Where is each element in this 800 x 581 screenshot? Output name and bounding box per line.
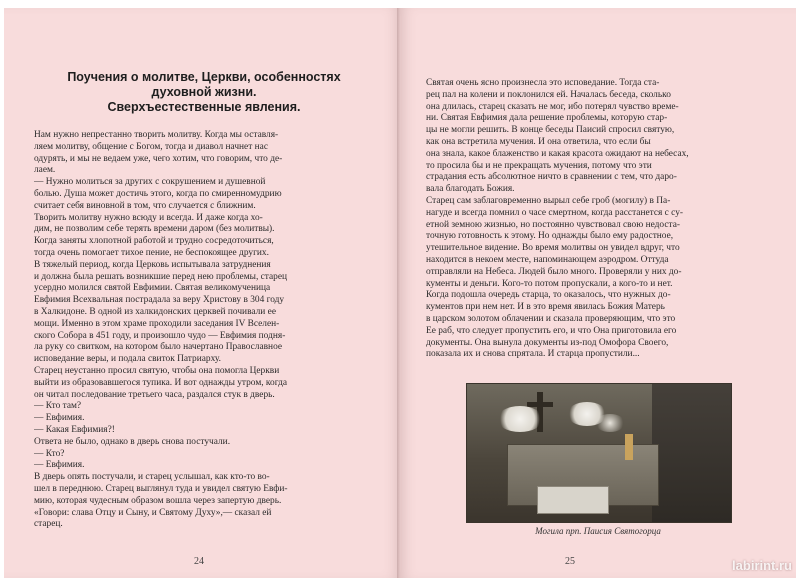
text-line: тогда очень помогает тихое пение, не беспокоящее других.	[34, 247, 269, 258]
text-line: ла руку со свитком, на котором было начертано Православное	[34, 342, 283, 353]
text-line: выйти из образовавшегося тупика. И вот однажды утром, когда	[34, 377, 288, 388]
title-line: Поучения о молитве, Церкви, особенностях	[67, 70, 341, 84]
photo-shadow-area	[652, 384, 732, 522]
grave-plaque	[537, 486, 609, 514]
text-line: в Халкидоне. В одной из халкидонских церквей почивали ее	[34, 306, 276, 317]
text-line: Ее раб, что следует пропустить его, и что Она приготовила его	[426, 325, 677, 336]
text-line: утешительное видение. Во время молитвы он увидел вдруг, что	[426, 243, 680, 254]
text-line: — Нужно молиться за других с сокрушением и душевной	[34, 177, 266, 188]
text-line: показала их и снова спрятала. И старца пропустили...	[426, 349, 640, 360]
text-line: — Евфимия.	[34, 460, 85, 471]
text-line: и должна была решать возникшие перед нею проблемы, старец	[34, 271, 288, 282]
flowers	[497, 406, 543, 432]
text-line: точную готовность к этому. Но однажды было ему радостное,	[426, 231, 674, 242]
text-line: кументов при нем нет. И в это время явилась Божия Матерь	[426, 302, 665, 313]
text-line: Творить молитву нужно всюду и всегда. И даже когда хо-	[34, 212, 263, 223]
candle	[625, 434, 633, 460]
text-line: он читал последование третьего часа, раздался стук в дверь.	[34, 389, 275, 400]
text-line: документы. Она вынула документы из-под Омофора Своего,	[426, 337, 669, 348]
text-line: старец.	[34, 519, 63, 530]
text-line: нагуде и всегда помнил о часе смертном, когда расстанется с су-	[426, 207, 683, 218]
text-line: ляем молитву, общение с Богом, тогда и диавол начнет нас	[34, 141, 268, 152]
text-line: В дверь опять постучали, и старец услышал, как кто-то во-	[34, 472, 270, 483]
page-number-right: 25	[565, 556, 575, 567]
chapter-title	[34, 70, 374, 115]
right-page-text	[426, 78, 774, 361]
text-line: то просила бы и не прекращать мучения, потому что эти	[426, 160, 652, 171]
text-line: «Говори: слава Отцу и Сыну, и Святому Духу»,— сказал ей	[34, 507, 272, 518]
left-page-text	[34, 130, 374, 531]
text-line: одурять, и мы не ведаем уже, чего хотим, что говорим, что де-	[34, 153, 283, 164]
right-page	[400, 8, 796, 578]
text-line: как она встретила мучения. И она ответила, что если бы	[426, 136, 651, 147]
text-line: рец пал на колени и поклонился ей. Началась беседа, сколько	[426, 89, 671, 100]
title-line: духовной жизни.	[151, 85, 257, 99]
text-line: она длилась, старец сказать не мог, ибо потерял чувство време-	[426, 101, 679, 112]
text-line: дим, не позволим себе терять времени даром (без молитвы).	[34, 224, 275, 235]
text-line: Когда подошла очередь старца, то оказалось, что нужных до-	[426, 290, 671, 301]
text-line: усердно молился святой Евфимии. Святая великомученица	[34, 283, 271, 294]
text-line: — Кто там?	[34, 401, 82, 412]
text-line: болью. Душа может достичь этого, когда по смиренномудрию	[34, 188, 282, 199]
text-line: отправляли на Небеса. Людей было много. Проверяли у них до-	[426, 266, 682, 277]
text-line: цы не могли решить. В конце беседы Паисий спросил святую,	[426, 125, 675, 136]
text-line: — Кто?	[34, 448, 65, 459]
text-line: ни. Святая Евфимия дала решение проблемы, которую стар-	[426, 113, 668, 124]
photo-caption: Могила прп. Паисия Святогорца	[535, 526, 661, 536]
text-line: — Евфимия.	[34, 413, 85, 424]
text-line: Евфимия Всехвальная пострадала за веру Христову в 304 году	[34, 295, 285, 306]
text-line: вала благодать Божия.	[426, 184, 515, 195]
text-line: мию, которая чудесным образом вошла через запертую дверь.	[34, 495, 282, 506]
text-line: в царском золотом облачении и сказала проверяющим, что это	[426, 313, 676, 324]
text-line: В тяжелый период, когда Церковь испытывала затруднения	[34, 259, 271, 270]
flowers	[595, 414, 625, 432]
text-line: лаем.	[34, 165, 56, 176]
text-line: Ответа не было, однако в дверь снова постучали.	[34, 436, 231, 447]
text-line: считает себя виновной в том, что случается с ближним.	[34, 200, 256, 211]
text-line: мощи. Именно в этом храме проходили заседания IV Вселен-	[34, 318, 280, 329]
title-line: Сверхъестественные явления.	[107, 100, 301, 114]
text-line: ского Собора в 451 году, и произошло чудо — Евфимия подня-	[34, 330, 286, 341]
text-line: Старец неустанно просил святую, чтобы она помогла Церкви	[34, 365, 280, 376]
text-line: исповедание веры, и подала свиток Патриарху.	[34, 354, 221, 365]
text-line: находится в некоем месте, напоминающем аэродром. Оттуда	[426, 254, 669, 265]
cross-bar	[527, 402, 553, 407]
text-line: Святая очень ясно произнесла это исповедание. Тогда ста-	[426, 78, 660, 88]
text-line: она знала, какое блаженство и какая красота ожидают на небесах,	[426, 148, 689, 159]
grave-photo	[466, 383, 732, 523]
text-line: Когда заняты хлопотной работой и трудно сосредоточиться,	[34, 236, 274, 247]
left-page	[4, 8, 400, 578]
text-line: Старец сам заблаговременно вырыл себе гроб (могилу) в Па-	[426, 195, 671, 206]
watermark: labirint.ru	[732, 558, 792, 573]
text-line: страдания есть абсолютное ничто в сравнении с тем, что даро-	[426, 172, 677, 183]
text-line: — Какая Евфимия?!	[34, 424, 115, 435]
text-line: кументы и деньги. Кого-то потом пропускали, а кого-то и нет.	[426, 278, 673, 289]
text-line: Нам нужно непрестанно творить молитву. Когда мы оставля-	[34, 130, 279, 140]
text-line: шел в переднюю. Старец выглянул туда и увидел святую Евфи-	[34, 483, 288, 494]
text-line: етной земною жизнью, но постоянно чувствовал свою недоста-	[426, 219, 680, 230]
page-number-left: 24	[194, 556, 204, 567]
